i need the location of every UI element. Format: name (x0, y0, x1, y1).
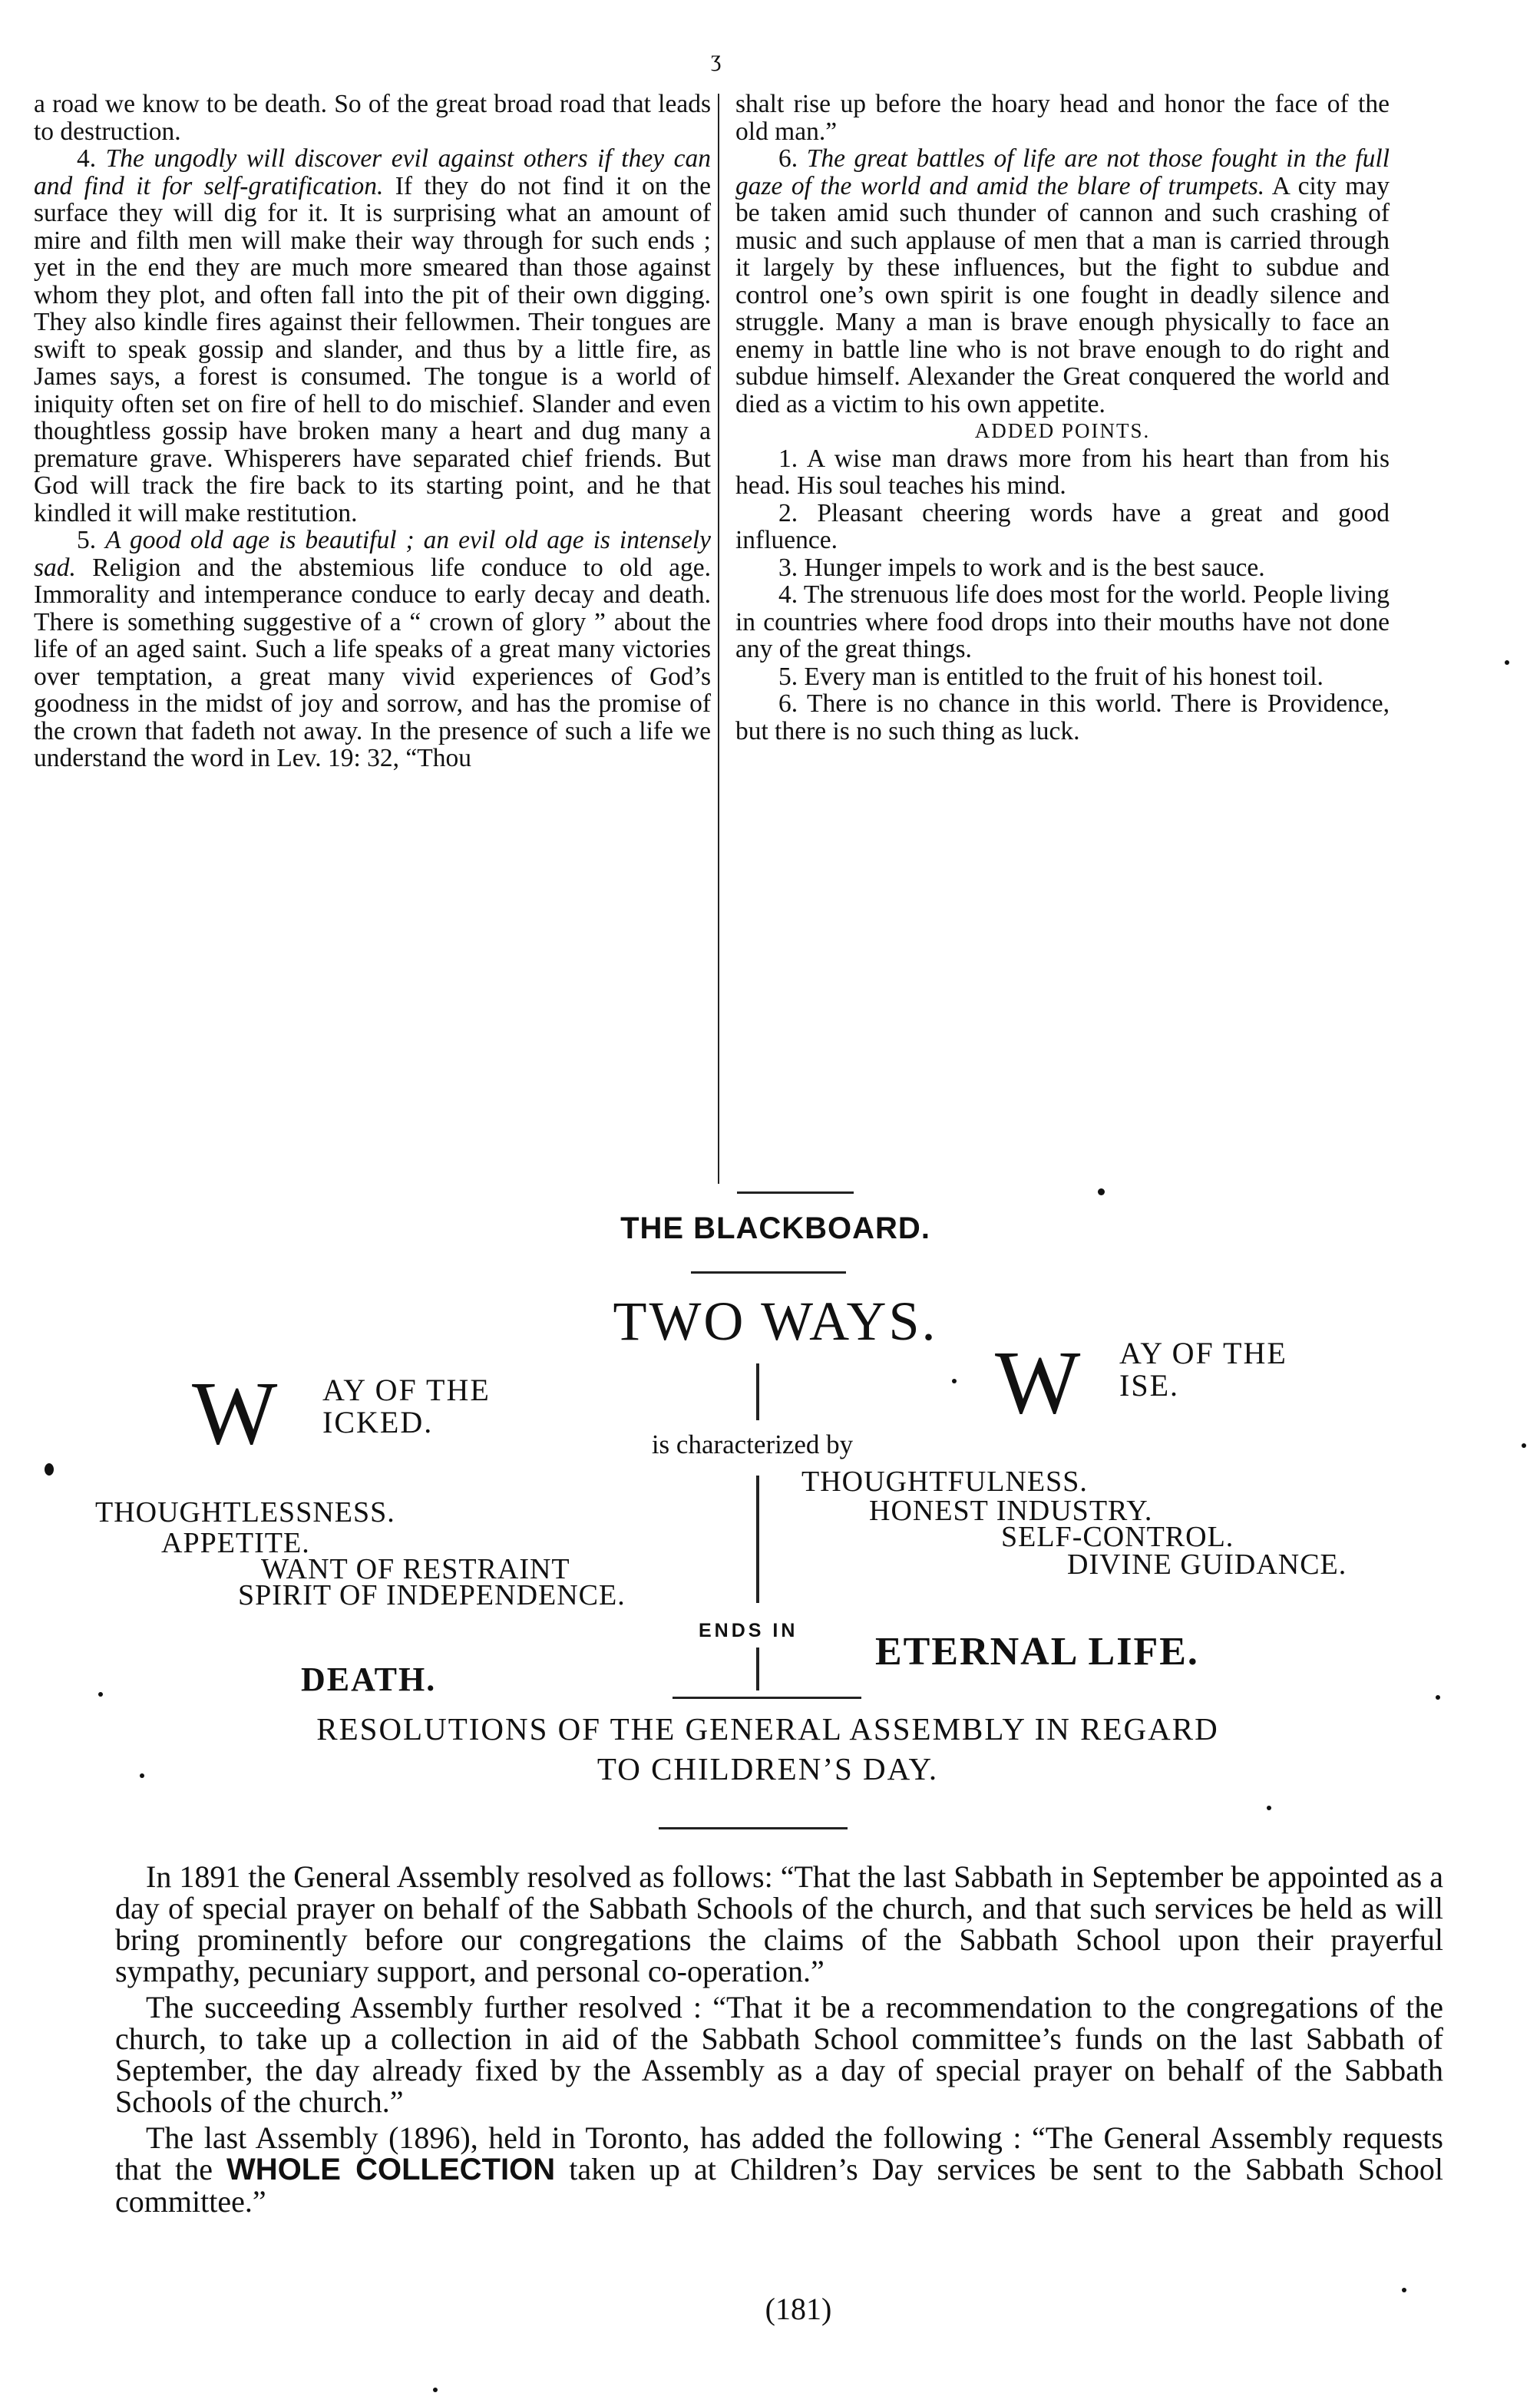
added-point-text: Pleasant cheering words have a great and good influence. (735, 498, 1390, 554)
added-point-number: 2. (778, 498, 798, 527)
added-point-text: Every man is entitled to the fruit of his honest toil. (804, 662, 1324, 691)
ink-speck (140, 1773, 144, 1778)
added-point-text: The strenuous life does most for the world. People living in countries where food drops into their mouths have not done any of the great things. (735, 580, 1390, 663)
added-point-number: 4. (778, 580, 798, 609)
point-6-paragraph (735, 145, 1390, 418)
ends-in-label: ENDS IN (699, 1620, 798, 1641)
point-heading: The ungodly will discover evil against others if they can and find it for self-gratification. (34, 144, 712, 200)
wicked-trait: WANT OF RESTRAINT (261, 1553, 570, 1585)
point-number: 6. (778, 144, 798, 173)
death-label: DEATH. (301, 1661, 437, 1698)
added-point-text: Hunger impels to work and is the best sauce. (804, 553, 1265, 582)
wise-trait: HONEST INDUSTRY. (869, 1495, 1153, 1527)
way-of-wise-line1: AY OF THE (1119, 1336, 1287, 1370)
wise-dropcap: W (995, 1332, 1081, 1433)
whole-collection-emphasis: WHOLE COLLECTION (226, 2153, 556, 2186)
point-heading: A good old age is beautiful ; an evil old age is intensely sad. (34, 526, 711, 582)
added-point (735, 554, 1390, 582)
point-4-paragraph (34, 145, 711, 527)
added-point-number: 3. (778, 553, 798, 582)
resolution-paragraph-1: In 1891 the General Assembly resolved as follows: “That the last Sabbath in September be appointed as a day of special prayer on behalf of the Sabbath Schools of the church, and that such services be held as will bring prominently before our congregations the claims of the Sabbath School upon their prayerful sympathy, pecuniary support, and personal co-operation.” (115, 1859, 1443, 1988)
ink-speck (1436, 1695, 1440, 1700)
left-opening-paragraph: a road we know to be death. So of the great broad road that leads to destruction. (34, 90, 711, 146)
added-point-number: 1. (778, 444, 798, 473)
separator-rule (673, 1697, 861, 1699)
center-divider-middle (756, 1476, 759, 1603)
way-of-wicked-line2: ICKED. (322, 1405, 434, 1439)
resolutions-title-line2: TO CHILDREN’S DAY. (597, 1751, 939, 1786)
point-number: 5. (77, 526, 97, 554)
added-point (735, 663, 1390, 691)
ink-speck (952, 1379, 957, 1383)
way-of-wise-heading (1119, 1337, 1287, 1402)
point-heading: The great battles of life are not those fought in the full gaze of the world and amid the blare of trumpets. (735, 144, 1390, 200)
right-opening-paragraph: shalt rise up before the hoary head and honor the face of the old man.” (735, 90, 1390, 146)
ink-speck (1402, 2288, 1406, 2292)
page-number: (181) (765, 2292, 832, 2326)
ink-speck (98, 1692, 103, 1697)
resolution-3-text-after: taken up at Children’s Day services be sent to the Sabbath School committee.” (115, 2152, 1443, 2219)
resolution-paragraph-3 (115, 2122, 1443, 2217)
resolutions-title-line1: RESOLUTIONS OF THE GENERAL ASSEMBLY IN REGARD (316, 1711, 1219, 1747)
point-body: Religion and the abstemious life conduce to old age. Immorality and intemperance conduce to early decay and death. There is something suggestive of a “ crown of glory ” about the life of an aged saint. Such a life speaks of a great many victories over temptation, a great many vivid experiences of God’s goodness in the midst of joy and sorrow, and has the promise of the crown that fadeth not away. In the presence of such a life we understand the word in Lev. 19: 32, “Thou (34, 553, 712, 772)
way-of-wicked-heading (322, 1374, 491, 1439)
added-point-text: A wise man draws more from his heart than from his head. His soul teaches his mind. (735, 444, 1390, 500)
way-of-wicked-line1: AY OF THE (322, 1373, 491, 1407)
separator-rule (659, 1827, 848, 1829)
resolution-paragraph-2: The succeeding Assembly further resolved : “That it be a recommendation to the congregations of the church, to take up a collection in aid of the Sabbath School committee’s funds on the last Sabbath of September, the day already fixed by the Assembly as a day of special prayer on behalf of the Sabbath Schools of the church.” (115, 1990, 1443, 2119)
wicked-trait: APPETITE. (161, 1527, 310, 1559)
blackboard-title: THE BLACKBOARD. (620, 1211, 930, 1245)
characterized-by-label: is characterized by (651, 1429, 854, 1459)
resolutions-title (154, 1709, 1382, 1789)
separator-rule (691, 1271, 846, 1274)
wicked-trait: THOUGHTLESSNESS. (95, 1496, 395, 1529)
point-5-paragraph (34, 527, 711, 772)
resolutions-body (115, 1861, 1443, 2222)
wicked-trait: SPIRIT OF INDEPENDENCE. (238, 1579, 626, 1611)
point-body: A city may be taken amid such thunder of cannon and such crashing of music and such applause of men that a man is carried through it largely by these influences, but the fight to subdue and control one’s own spirit is one fought in deadly silence and struggle. Many a man is brave enough physically to face an enemy in battle line who is not brave enough to do right and subdue himself. Alexander the Great conquered the world and died as a victim to his own appetite. (735, 171, 1390, 418)
wise-trait: THOUGHTFULNESS. (801, 1466, 1088, 1498)
ink-speck (1267, 1806, 1271, 1810)
center-divider-bottom (756, 1648, 759, 1690)
point-body: If they do not find it on the surface they will dig for it. It is surprising what an amount of mire and filth men will make their way through for such ends ; yet in the end they are much more smeared than those against whom they plot, and often fall into the pit of their own digging. They also kindle fires against their fellowmen. Their tongues are swift to speak gossip and slander, and thus by a little fire, as James says, a forest is consumed. The tongue is a world of iniquity often set on fire of hell to do mischief. Slander and even thoughtless gossip have broken many a heart and dug many a premature grave. Whisperers have separated chief friends. But God will track the fire back to its starting point, and he that kindled it will make restitution. (34, 171, 711, 527)
ink-speck (433, 2388, 438, 2392)
point-number: 4. (77, 144, 97, 173)
added-points-heading: ADDED POINTS. (974, 419, 1151, 442)
column-divider (718, 94, 719, 1184)
wise-trait: SELF-CONTROL. (1001, 1521, 1234, 1553)
added-point (735, 445, 1390, 500)
wise-trait: DIVINE GUIDANCE. (1067, 1548, 1347, 1581)
two-ways-heading: TWO WAYS. (613, 1291, 938, 1352)
eternal-life-label: ETERNAL LIFE. (875, 1630, 1199, 1674)
added-point (735, 690, 1390, 745)
added-point-number: 6. (778, 689, 798, 718)
resolution-3-text-before: The last Assembly (1896), held in Toronto, has added the following : “The General Assembly requests that the (115, 2120, 1443, 2186)
added-point-text: There is no chance in this world. There is Providence, but there is no such thing as luck. (735, 689, 1390, 745)
left-column (34, 91, 711, 772)
added-point (735, 500, 1390, 554)
added-point-number: 5. (778, 662, 798, 691)
ink-speck (1522, 1443, 1526, 1448)
ink-speck (45, 1463, 54, 1476)
separator-rule (737, 1191, 854, 1194)
center-divider-top (756, 1363, 759, 1420)
wicked-dropcap: W (192, 1363, 278, 1463)
ink-speck (1505, 660, 1509, 665)
top-mark: ʒ (711, 46, 722, 71)
right-column (735, 91, 1390, 745)
ink-speck (1098, 1188, 1105, 1195)
way-of-wise-line2: ISE. (1119, 1368, 1179, 1403)
added-point (735, 581, 1390, 663)
